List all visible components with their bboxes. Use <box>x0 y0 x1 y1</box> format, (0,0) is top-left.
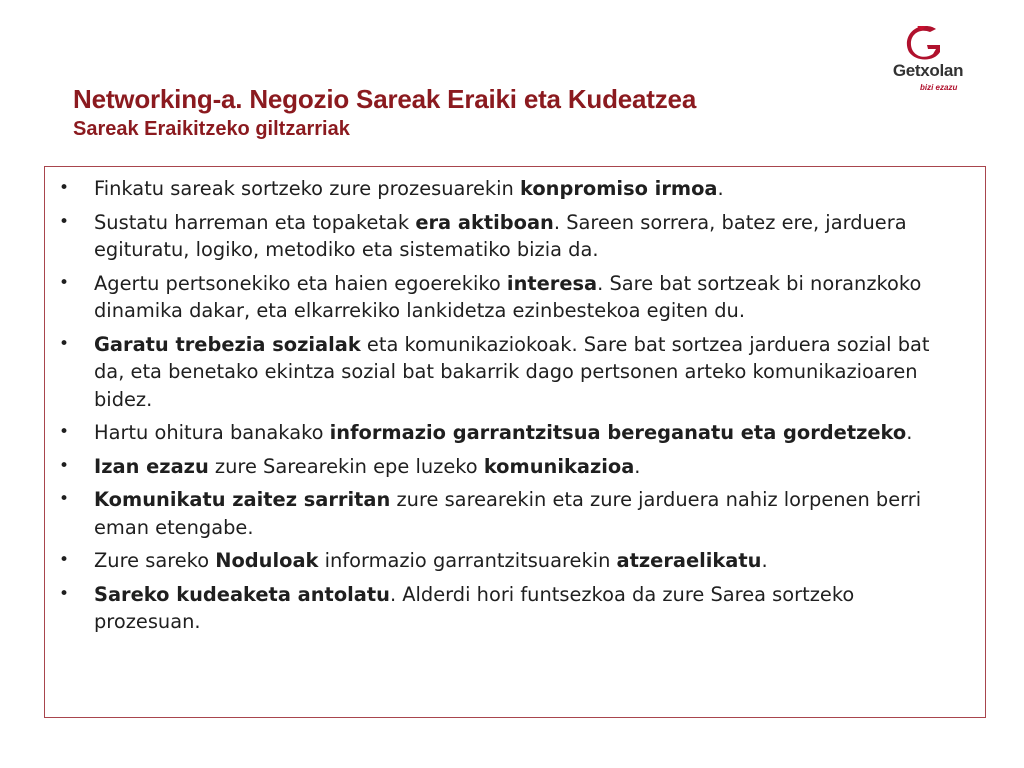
bullet-emphasis: Garatu trebezia sozialak <box>94 332 361 356</box>
bullet-emphasis: Izan ezazu <box>94 454 209 478</box>
bullet-dot-icon: • <box>59 489 70 509</box>
bullet-dot-icon: • <box>59 583 70 604</box>
bullet-text: zure sarearekin eta zure jarduera nahiz lorpenen berri eman etengabe. <box>94 488 922 539</box>
bullet-dot-icon: • <box>59 550 70 570</box>
bullet-text: Zure sareko <box>94 549 216 572</box>
getxolan-logo-icon <box>906 26 946 62</box>
bullet-text: Finkatu sareak sortzeko zure prozesuarekin <box>94 177 520 200</box>
bullet-text: informazio garrantzitsuarekin <box>318 549 617 572</box>
bullet-dot-icon: • <box>59 455 70 476</box>
bullet-list <box>45 167 985 636</box>
content-box <box>44 166 986 718</box>
bullet-text: Hartu ohitura banakako <box>94 421 330 444</box>
logo <box>876 22 976 98</box>
bullet-text: Agertu pertsonekiko eta haien egoerekiko <box>94 271 507 295</box>
bullet-dot-icon: • <box>59 211 70 232</box>
bullet-emphasis: Sareko kudeaketa antolatu <box>94 582 390 606</box>
bullet-text: . Alderdi hori funtsezkoa da zure Sarea sortzeko prozesuan. <box>94 582 855 633</box>
bullet-item <box>59 486 965 541</box>
bullet-emphasis: informazio garrantzitsua bereganatu eta gordetzeko <box>329 421 907 444</box>
bullet-emphasis: atzeraelikatu <box>616 549 762 572</box>
bullet-item <box>59 209 965 264</box>
bullet-text: . <box>717 177 724 200</box>
bullet-text: Sustatu harreman eta topaketak <box>94 210 416 234</box>
bullet-text: zure Sarearekin epe luzeko <box>208 454 484 478</box>
bullet-item <box>59 581 965 636</box>
bullet-item <box>59 270 965 325</box>
bullet-item <box>59 453 965 481</box>
bullet-emphasis: konpromiso irmoa <box>519 177 718 200</box>
bullet-text: . Sareen sorrera, batez ere, jarduera egituratu, logiko, metodiko eta sistematiko bizia da. <box>94 210 907 261</box>
header <box>73 84 853 143</box>
bullet-item <box>59 419 965 447</box>
bullet-dot-icon: • <box>59 272 70 293</box>
logo-tagline: bizi ezazu <box>920 83 958 92</box>
bullet-dot-icon: • <box>59 333 70 354</box>
bullet-text: . Sare bat sortzeak bi noranzkoko dinamika dakar, eta elkarrekiko lankidetza ezinbestekoa egiten du. <box>94 271 922 322</box>
bullet-emphasis: era aktiboan <box>415 210 554 234</box>
page-title: Networking-a. Negozio Sareak Eraiki eta Kudeatzea <box>73 84 697 114</box>
bullet-text: . <box>761 549 768 572</box>
bullet-dot-icon: • <box>59 178 70 198</box>
bullet-text: eta komunikaziokoak. Sare bat sortzea jarduera sozial bat da, eta benetako ekintza sozial bat bakarrik dago pertsonen arteko komunikazioaren bidez. <box>94 332 930 411</box>
bullet-emphasis: Komunikatu zaitez sarritan <box>94 488 391 511</box>
bullet-item <box>59 175 965 203</box>
bullet-emphasis: komunikazioa <box>483 454 635 478</box>
bullet-dot-icon: • <box>59 422 70 442</box>
bullet-item <box>59 331 965 414</box>
page-subtitle: Sareak Eraikitzeko giltzarriak <box>73 118 350 140</box>
bullet-emphasis: interesa <box>506 271 598 295</box>
bullet-item <box>59 547 965 575</box>
logo-name: Getxolan <box>892 61 964 80</box>
bullet-text: . <box>634 454 641 478</box>
bullet-text: . <box>906 421 913 444</box>
bullet-emphasis: Noduloak <box>215 549 319 572</box>
